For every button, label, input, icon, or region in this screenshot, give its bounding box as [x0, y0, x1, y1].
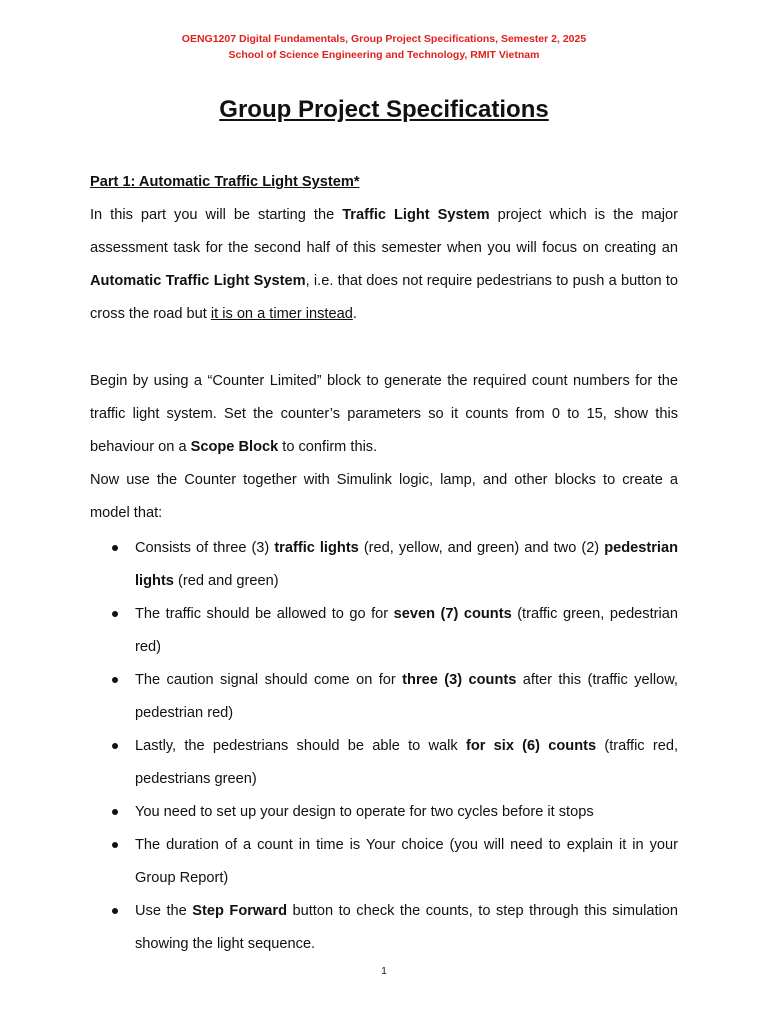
page-title: Group Project Specifications	[219, 96, 549, 123]
page-number: 1	[381, 966, 387, 977]
requirements-list	[90, 532, 678, 961]
bullet-icon	[112, 677, 118, 683]
bullet-icon	[112, 743, 118, 749]
part1-heading: Part 1: Automatic Traffic Light System*	[90, 174, 360, 190]
header-school-line: School of Science Engineering and Technology, RMIT Vietnam	[228, 49, 540, 61]
list-item: The caution signal should come on for three (3) counts after this (traffic yellow, pedestrian red)	[90, 664, 678, 730]
model-intro-paragraph: Now use the Counter together with Simulink logic, lamp, and other blocks to create a model that:	[90, 472, 678, 521]
traffic-light-system-emphasis: Traffic Light System	[342, 207, 490, 223]
list-item: Lastly, the pedestrians should be able to walk for six (6) counts (traffic red, pedestrians green)	[90, 730, 678, 796]
bullet-icon	[112, 545, 118, 551]
list-item: The traffic should be allowed to go for seven (7) counts (traffic green, pedestrian red)	[90, 598, 678, 664]
scope-block-emphasis: Scope Block	[190, 439, 279, 455]
counter-paragraph: Begin by using a “Counter Limited” block to generate the required count numbers for the traffic light system. Set the counter’s parameters so it counts from 0 to 15, show this behaviour on a Scope Block to confirm this.	[90, 373, 678, 455]
list-item: Consists of three (3) traffic lights (red, yellow, and green) and two (2) pedestrian lights (red and green)	[90, 532, 678, 598]
bullet-icon	[112, 809, 118, 815]
header-course-line: OENG1207 Digital Fundamentals, Group Project Specifications, Semester 2, 2025	[181, 33, 587, 45]
list-item: You need to set up your design to operate for two cycles before it stops	[90, 796, 678, 829]
list-item: Use the Step Forward button to check the counts, to step through this simulation showing the light sequence.	[90, 895, 678, 961]
automatic-traffic-light-system-emphasis: Automatic Traffic Light System	[90, 273, 306, 289]
bullet-icon	[112, 611, 118, 617]
bullet-icon	[112, 842, 118, 848]
list-item: The duration of a count in time is Your choice (you will need to explain it in your Group Report)	[90, 829, 678, 895]
part1-intro-paragraph: In this part you will be starting the Traffic Light System project which is the major assessment task for the second half of this semester when you will focus on creating an Automatic Traffic Light System, i.e. that does not require pedestrians to push a button to cross the road but it is on a timer instead.	[90, 207, 679, 322]
timer-underlined-text: it is on a timer instead	[210, 306, 353, 322]
bullet-icon	[112, 908, 118, 914]
